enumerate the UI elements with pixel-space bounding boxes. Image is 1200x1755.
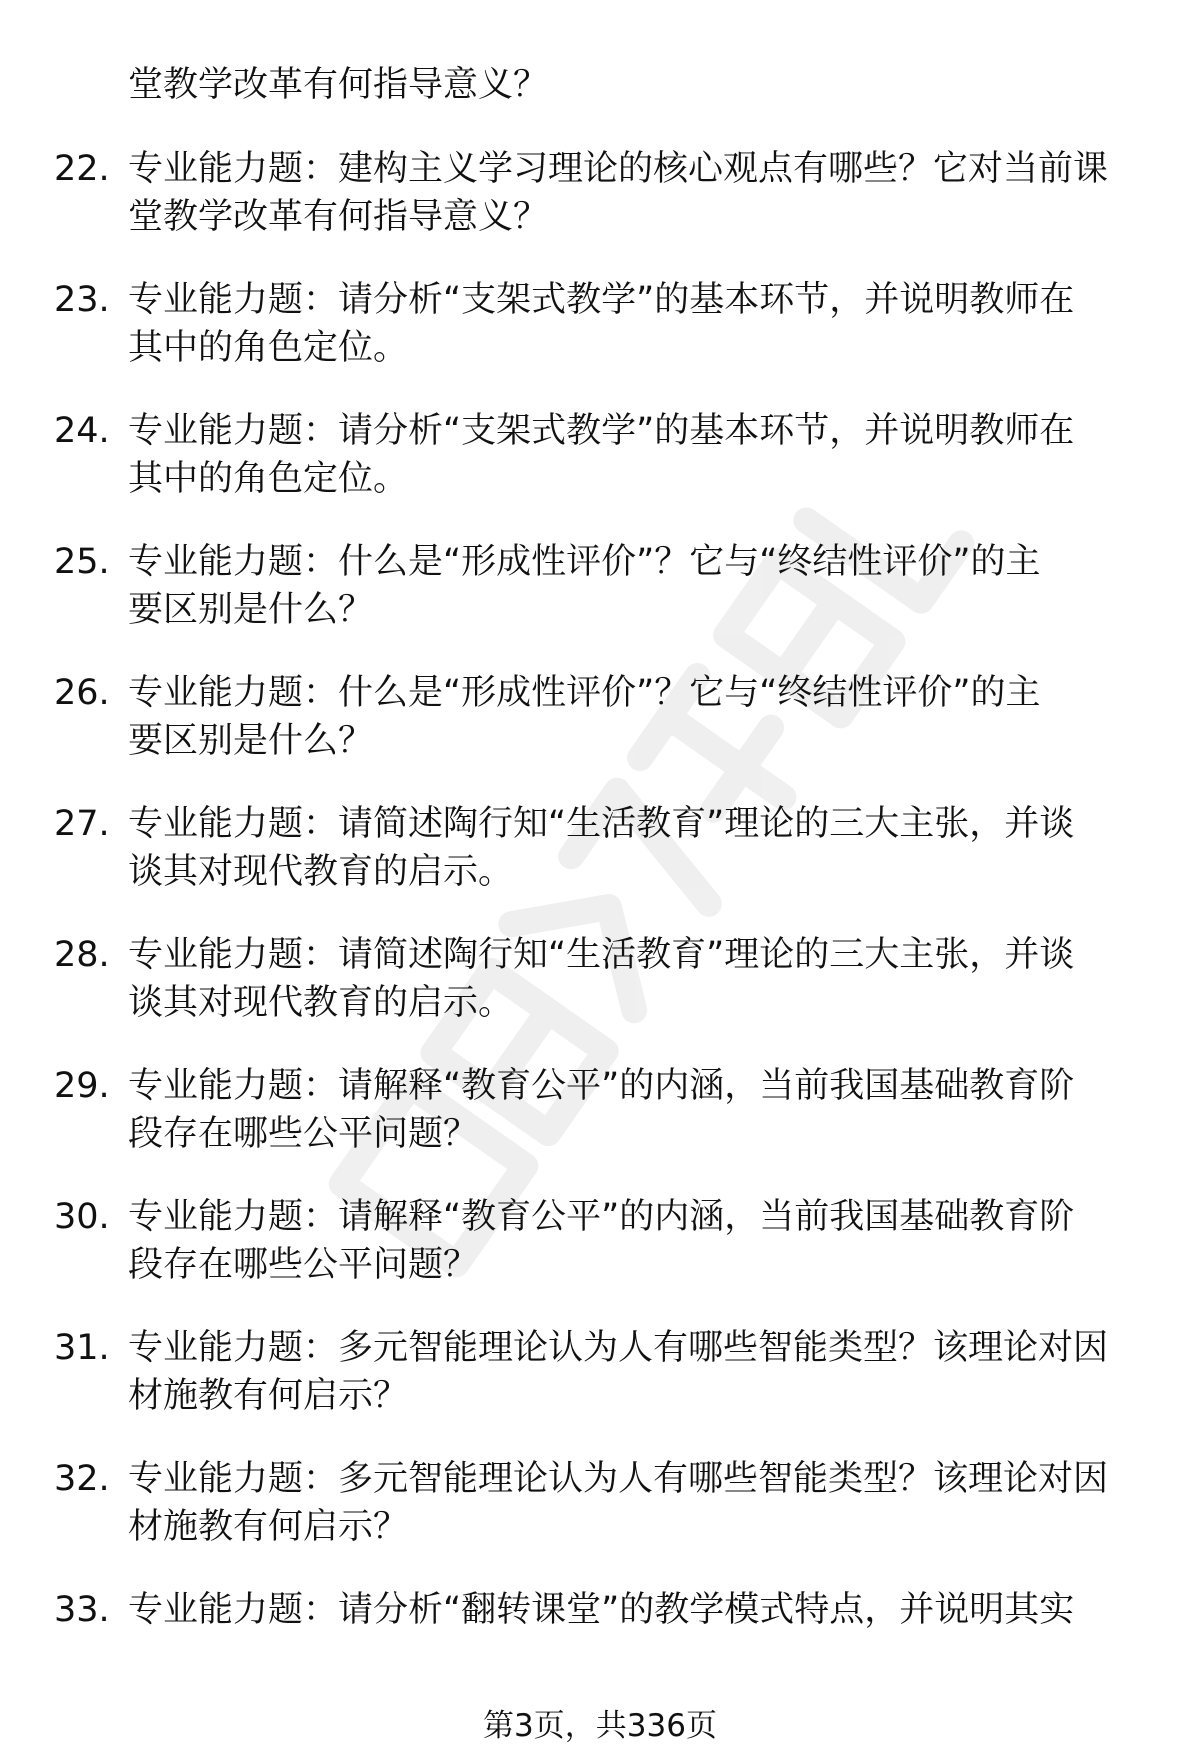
question-text-line: 专业能力题：请简述陶行知“生活教育”理论的三大主张，并谈 [128, 935, 1075, 975]
question-text-line: 专业能力题：建构主义学习理论的核心观点有哪些？它对当前课 [128, 149, 1109, 189]
continuation-text: 堂教学改革有何指导意义？ [128, 65, 549, 105]
question-text [128, 276, 1140, 372]
question-text-line: 其中的角色定位。 [128, 328, 409, 368]
question-number: 31. [54, 1328, 110, 1368]
question-text-line: 专业能力题：请分析“支架式教学”的基本环节，并说明教师在 [128, 280, 1075, 320]
question-text-line: 专业能力题：什么是“形成性评价”？它与“终结性评价”的主 [128, 542, 1041, 582]
question-number: 24. [54, 411, 110, 451]
question-text-line: 段存在哪些公平问题？ [128, 1245, 479, 1285]
question-text-line: 专业能力题：请解释“教育公平”的内涵，当前我国基础教育阶 [128, 1197, 1075, 1237]
question-text [128, 1193, 1140, 1289]
question-item [0, 931, 1200, 1062]
question-number: 22. [54, 149, 110, 189]
question-number: 29. [54, 1066, 110, 1106]
question-text-line: 要区别是什么？ [128, 721, 374, 761]
question-list [0, 145, 1200, 1717]
question-number: 28. [54, 935, 110, 975]
question-number: 25. [54, 542, 110, 582]
question-number: 33. [54, 1590, 110, 1630]
question-item [0, 145, 1200, 276]
question-number: 32. [54, 1459, 110, 1499]
question-item [0, 1062, 1200, 1193]
question-text [128, 538, 1140, 634]
question-item [0, 1586, 1200, 1717]
question-text-line: 专业能力题：多元智能理论认为人有哪些智能类型？该理论对因 [128, 1328, 1109, 1368]
question-text [128, 407, 1140, 503]
page-number-footer: 第3页，共336页 [483, 1708, 717, 1744]
question-text [128, 1586, 1140, 1634]
question-text-line: 专业能力题：请简述陶行知“生活教育”理论的三大主张，并谈 [128, 804, 1075, 844]
question-text-line: 专业能力题：请解释“教育公平”的内涵，当前我国基础教育阶 [128, 1066, 1075, 1106]
question-text-line: 专业能力题：什么是“形成性评价”？它与“终结性评价”的主 [128, 673, 1041, 713]
question-item [0, 538, 1200, 669]
question-text-line: 要区别是什么？ [128, 590, 374, 630]
question-text [128, 1324, 1140, 1420]
question-number: 23. [54, 280, 110, 320]
question-number: 30. [54, 1197, 110, 1237]
question-text-line: 专业能力题：多元智能理论认为人有哪些智能类型？该理论对因 [128, 1459, 1109, 1499]
question-text-line: 专业能力题：请分析“支架式教学”的基本环节，并说明教师在 [128, 411, 1075, 451]
question-text [128, 1062, 1140, 1158]
question-item [0, 1193, 1200, 1324]
question-text-line: 其中的角色定位。 [128, 459, 409, 499]
question-number: 27. [54, 804, 110, 844]
question-item [0, 1455, 1200, 1586]
question-text-line: 段存在哪些公平问题？ [128, 1114, 479, 1154]
question-item [0, 276, 1200, 407]
question-number: 26. [54, 673, 110, 713]
question-text-line: 材施教有何启示？ [128, 1507, 409, 1547]
question-text-line: 谈其对现代教育的启示。 [128, 852, 514, 892]
question-item [0, 800, 1200, 931]
question-text [128, 800, 1140, 896]
question-item [0, 407, 1200, 538]
question-text-line: 谈其对现代教育的启示。 [128, 983, 514, 1023]
question-text-line: 堂教学改革有何指导意义？ [128, 197, 549, 237]
question-text [128, 1455, 1140, 1551]
question-text-line: 专业能力题：请分析“翻转课堂”的教学模式特点，并说明其实 [128, 1590, 1075, 1630]
question-text [128, 931, 1140, 1027]
question-text-line: 材施教有何启示？ [128, 1376, 409, 1416]
question-text [128, 145, 1140, 241]
question-item [0, 1324, 1200, 1455]
question-item [0, 669, 1200, 800]
question-text [128, 669, 1140, 765]
